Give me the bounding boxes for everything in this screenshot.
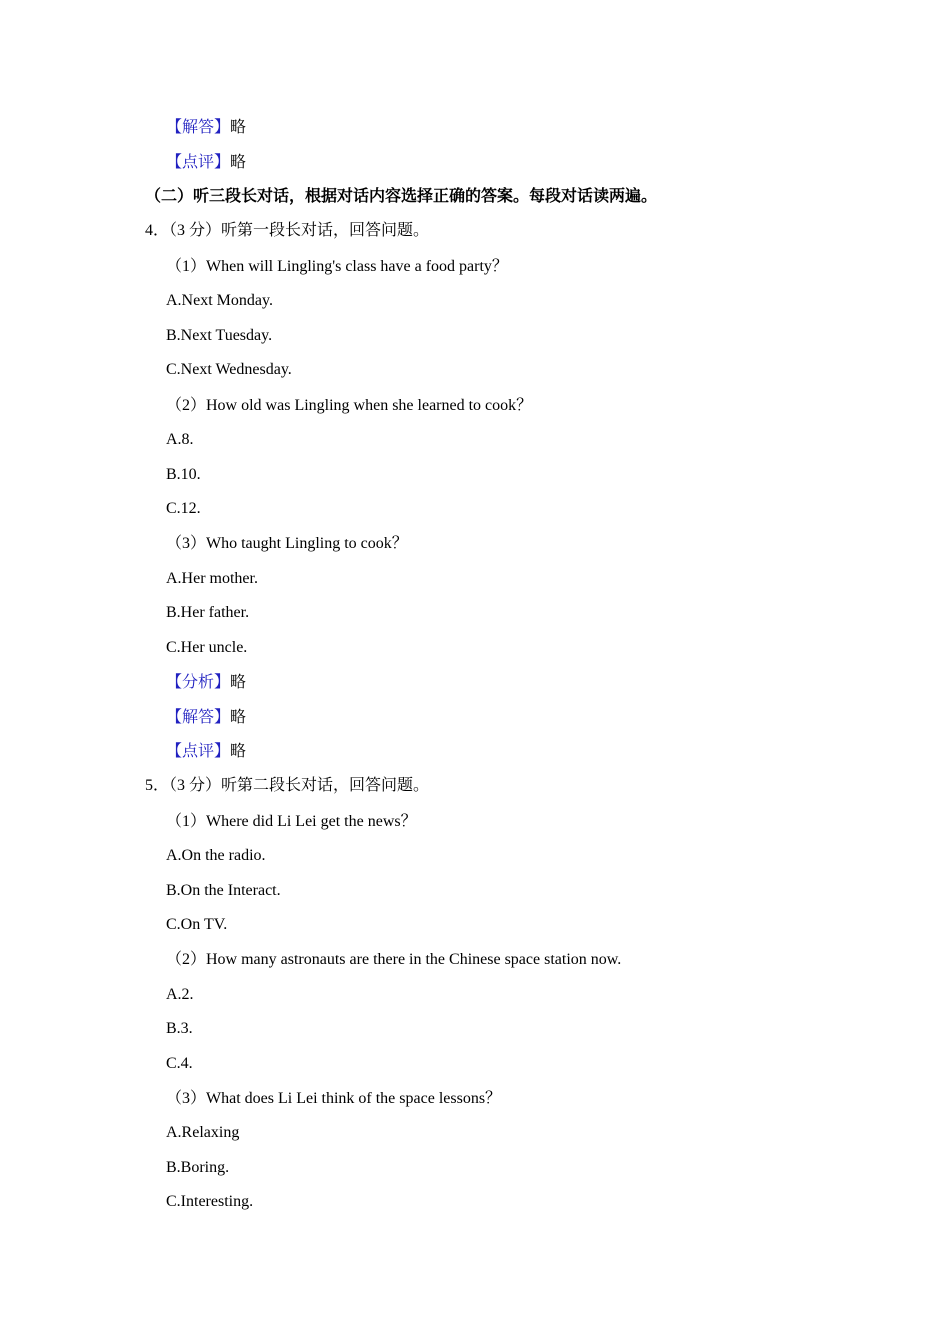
comment-body: 略	[230, 743, 247, 760]
q4-sub3-option-c: C.Her uncle.	[166, 639, 248, 656]
q5-sub3-option-a: A.Relaxing	[166, 1124, 240, 1141]
q5-sub2-option-a: A.2.	[166, 986, 194, 1003]
analysis-tag: 分析	[182, 674, 215, 691]
q4-sub2-option-b: B.10.	[166, 466, 201, 483]
q4-answer-note: 【解答】略	[166, 709, 247, 726]
comment-tag: 点评	[182, 154, 215, 171]
q4-sub1-option-a: A.Next Monday.	[166, 292, 273, 309]
q4-sub2-option-a: A.8.	[166, 431, 194, 448]
q5-sub2-option-c: C.4.	[166, 1055, 193, 1072]
q5-sub2-option-b: B.3.	[166, 1020, 193, 1037]
comment-note: 【点评】略	[166, 154, 247, 171]
analysis-body: 略	[230, 674, 247, 691]
answer-tag: 解答	[182, 709, 215, 726]
q5-sub1-question: （1）Where did Li Lei get the news？	[166, 813, 417, 830]
q5-sub2-question: （2）How many astronauts are there in the Chinese space station now.	[166, 951, 622, 968]
q5-sub3-option-b: B.Boring.	[166, 1159, 230, 1176]
question-4-stem: 4．（3 分）听第一段长对话，回答问题。	[145, 222, 430, 239]
q5-sub1-option-a: A.On the radio.	[166, 847, 266, 864]
q4-sub1-option-c: C.Next Wednesday.	[166, 361, 292, 378]
bracket-open: 【	[166, 119, 183, 136]
question-5-stem: 5．（3 分）听第二段长对话，回答问题。	[145, 777, 430, 794]
section-heading: （二）听三段长对话，根据对话内容选择正确的答案。每段对话读两遍。	[145, 188, 658, 205]
comment-body: 略	[230, 154, 247, 171]
q4-analysis-note: 【分析】略	[166, 674, 247, 691]
answer-body: 略	[230, 119, 247, 136]
q5-sub3-question: （3）What does Li Lei think of the space lessons？	[166, 1090, 502, 1107]
q4-sub3-option-a: A.Her mother.	[166, 570, 258, 587]
q4-sub3-question: （3）Who taught Lingling to cook？	[166, 535, 408, 552]
q4-sub1-question: （1）When will Lingling's class have a food party？	[166, 258, 508, 275]
q4-sub3-option-b: B.Her father.	[166, 604, 250, 621]
comment-tag: 点评	[182, 743, 215, 760]
q5-sub1-option-c: C.On TV.	[166, 916, 228, 933]
q4-sub2-question: （2）How old was Lingling when she learned to cook？	[166, 397, 533, 414]
q5-sub1-option-b: B.On the Interact.	[166, 882, 281, 899]
answer-note	[166, 118, 246, 138]
bracket-close: 】	[214, 119, 231, 136]
q4-comment-note: 【点评】略	[166, 743, 247, 760]
answer-tag: 解答	[182, 119, 215, 136]
q4-sub2-option-c: C.12.	[166, 500, 201, 517]
q4-sub1-option-b: B.Next Tuesday.	[166, 327, 273, 344]
answer-body: 略	[230, 709, 247, 726]
q5-sub3-option-c: C.Interesting.	[166, 1193, 254, 1210]
